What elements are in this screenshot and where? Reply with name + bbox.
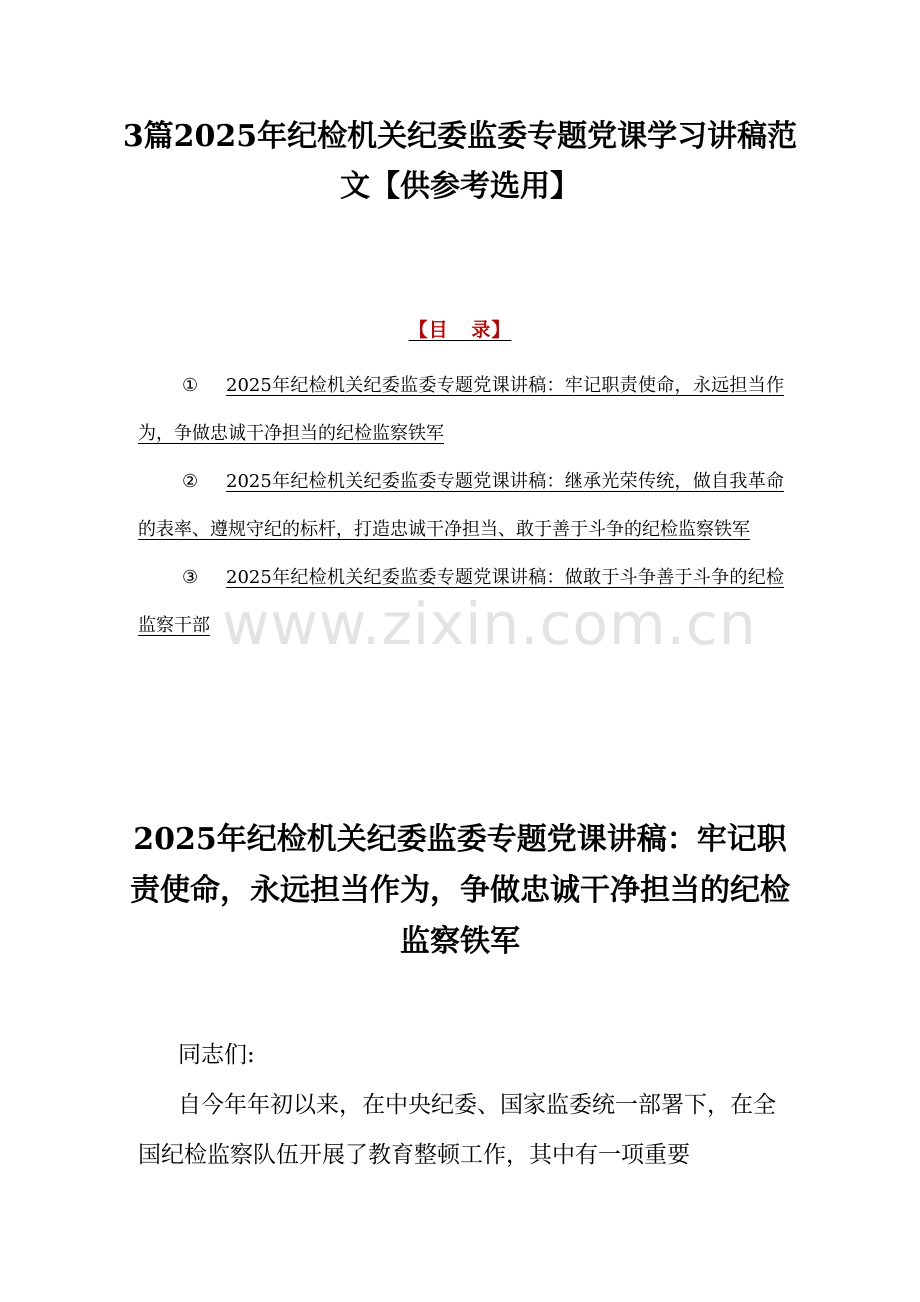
- toc-item-1[interactable]: [138, 362, 784, 458]
- body-text: [138, 1030, 784, 1180]
- toc-heading: [0, 316, 920, 344]
- section-title: 2025年纪检机关纪委监委专题党课讲稿：牢记职责使命，永远担当作为，争做忠诚干净担当的纪检监察铁军: [130, 822, 790, 959]
- toc-item-link[interactable]: 2025年纪检机关纪委监委专题党课讲稿：继承光荣传统，做自我革命的表率、遵规守纪的标杆，打造忠诚干净担当、敢于善于斗争的纪检监察铁军: [138, 471, 784, 540]
- toc-item-number: ②: [182, 471, 199, 492]
- greeting: 同志们:: [178, 1042, 255, 1068]
- toc-item-2[interactable]: [138, 458, 784, 554]
- toc-item-link[interactable]: 2025年纪检机关纪委监委专题党课讲稿：做敢于斗争善于斗争的纪检监察干部: [138, 567, 784, 636]
- toc-item-number: ③: [182, 567, 199, 588]
- toc-heading-text: 【目 录】: [408, 319, 512, 341]
- watermark: www.zixin.com.cn: [222, 590, 757, 658]
- document-title: 3篇2025年纪检机关纪委监委专题党课学习讲稿范文【供参考选用】: [122, 119, 798, 204]
- toc-item-link[interactable]: 2025年纪检机关纪委监委专题党课讲稿：牢记职责使命，永远担当作为，争做忠诚干净担当的纪检监察铁军: [138, 375, 784, 444]
- toc-item-number: ①: [182, 375, 199, 396]
- body-paragraph: 自今年年初以来，在中央纪委、国家监委统一部署下，在全国纪检监察队伍开展了教育整顿工作，其中有一项重要: [138, 1092, 776, 1168]
